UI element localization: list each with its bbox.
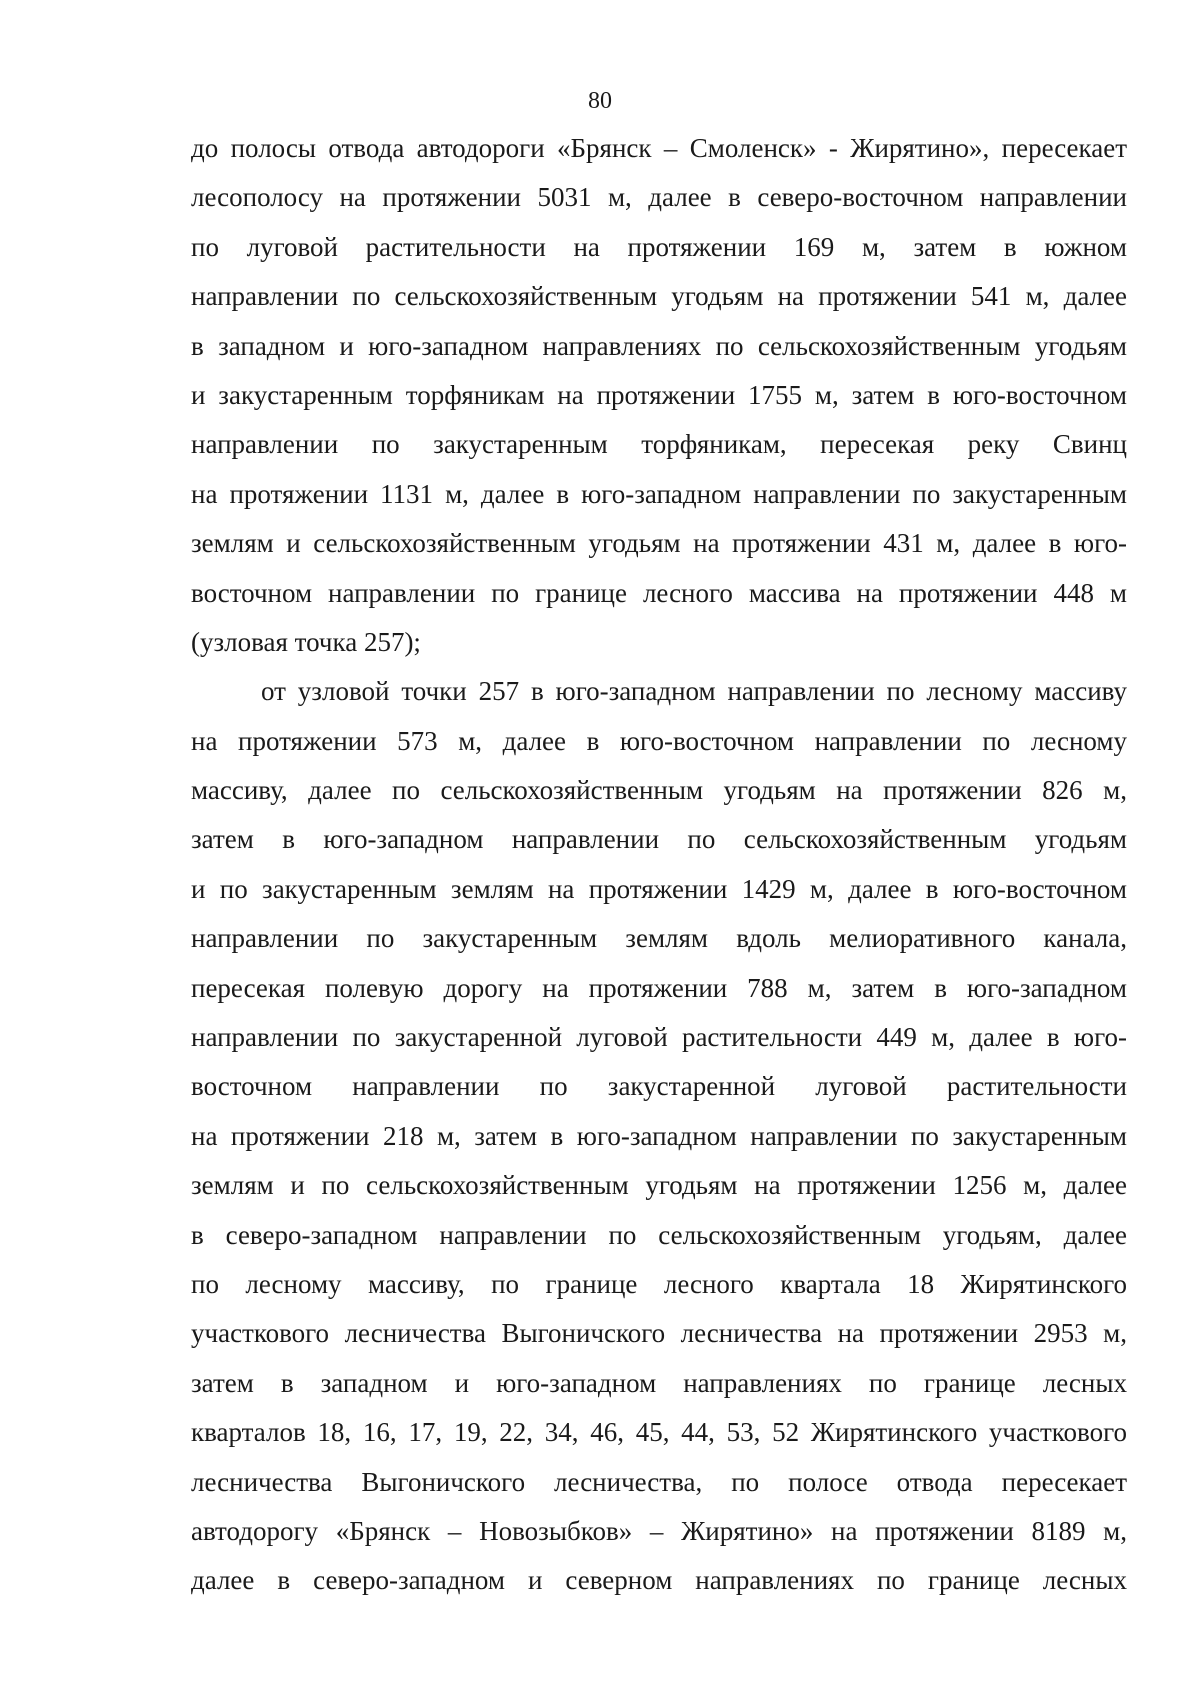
text-line: направлении по закустаренным торфяникам, пересекая реку Свинц [191, 429, 1127, 460]
text-line: участкового лесничества Выгоничского лесничества на протяжении 2953 м, [191, 1318, 1127, 1349]
text-line: кварталов 18, 16, 17, 19, 22, 34, 46, 45, 44, 53, 52 Жирятинского участкового [191, 1417, 1127, 1448]
text-line: направлении по закустаренной луговой растительности 449 м, далее в юго- [191, 1022, 1127, 1053]
text-line: лесничества Выгоничского лесничества, по полосе отвода пересекает [191, 1466, 1127, 1497]
text-line: на протяжении 573 м, далее в юго-восточном направлении по лесному [191, 725, 1127, 756]
text-line: землям и по сельскохозяйственным угодьям на протяжении 1256 м, далее [191, 1170, 1127, 1201]
text-line: восточном направлении по границе лесного массива на протяжении 448 м [191, 577, 1127, 608]
text-line: в северо-западном направлении по сельскохозяйственным угодьям, далее [191, 1219, 1127, 1250]
page-number: 80 [588, 88, 612, 114]
text-line: землям и сельскохозяйственным угодьям на протяжении 431 м, далее в юго- [191, 528, 1127, 559]
text-line: затем в юго-западном направлении по сельскохозяйственным угодьям [191, 824, 1127, 855]
text-line: лесополосу на протяжении 5031 м, далее в северо-восточном направлении [191, 182, 1127, 213]
text-line: восточном направлении по закустаренной луговой растительности [191, 1071, 1127, 1102]
text-line: далее в северо-западном и северном направлениях по границе лесных [191, 1565, 1127, 1596]
text-line: и закустаренным торфяникам на протяжении 1755 м, затем в юго-восточном [191, 379, 1127, 410]
text-line: до полосы отвода автодороги «Брянск – Смоленск» - Жирятино», пересекает [191, 133, 1127, 163]
text-line: затем в западном и юго-западном направлениях по границе лесных [191, 1367, 1127, 1398]
text-line: направлении по сельскохозяйственным угодьям на протяжении 541 м, далее [191, 281, 1127, 312]
text-line: в западном и юго-западном направлениях по сельскохозяйственным угодьям [191, 330, 1127, 361]
document-body [191, 124, 1127, 1606]
text-line: автодорогу «Брянск – Новозыбков» – Жирятино» на протяжении 8189 м, [191, 1515, 1127, 1546]
text-line: по лесному массиву, по границе лесного квартала 18 Жирятинского [191, 1268, 1127, 1299]
text-line: от узловой точки 257 в юго-западном направлении по лесному массиву [261, 676, 1127, 707]
text-line: на протяжении 1131 м, далее в юго-западном направлении по закустаренным [191, 478, 1127, 509]
text-line: по луговой растительности на протяжении 169 м, затем в южном [191, 231, 1127, 262]
text-line: направлении по закустаренным землям вдоль мелиоративного канала, [191, 923, 1127, 954]
text-line: массиву, далее по сельскохозяйственным угодьям на протяжении 826 м, [191, 775, 1127, 806]
text-line: пересекая полевую дорогу на протяжении 788 м, затем в юго-западном [191, 972, 1127, 1003]
text-line: и по закустаренным землям на протяжении 1429 м, далее в юго-восточном [191, 873, 1127, 904]
text-line: на протяжении 218 м, затем в юго-западном направлении по закустаренным [191, 1120, 1127, 1151]
text-line: (узловая точка 257); [191, 626, 421, 657]
